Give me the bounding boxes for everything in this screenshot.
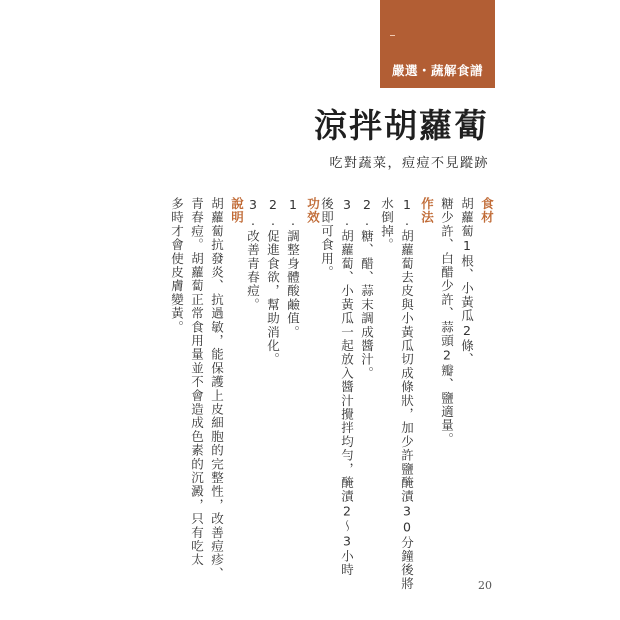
tab-accent-mark <box>390 35 395 36</box>
category-tab <box>380 0 495 88</box>
notes-line-3: 多時才會使皮膚變黃。 <box>169 197 185 334</box>
page-subtitle: 吃對蔬菜，痘痘不見蹤跡 <box>329 156 489 171</box>
page-title: 涼拌胡蘿蔔 <box>314 106 489 145</box>
benefit-2: 2.促進食欲，幫助消化。 <box>265 197 281 367</box>
page-number: 20 <box>478 579 492 592</box>
section-heading-ingredients: 食材 <box>479 197 495 225</box>
benefit-1: 1.調整身體酸鹼值。 <box>285 197 301 339</box>
ingredients-line-1: 胡蘿蔔1根、小黃瓜2條、 <box>459 197 475 367</box>
section-heading-benefits: 功效 <box>305 197 321 225</box>
method-step-1: 1.胡蘿蔔去皮與小黃瓜切成條狀，加少許鹽醃漬30分鐘後將 <box>399 197 415 591</box>
section-heading-method: 作法 <box>419 197 435 225</box>
method-step-1-cont: 水倒掉。 <box>379 197 395 252</box>
notes-line-1: 胡蘿蔔抗發炎、抗過敏，能保護上皮細胞的完整性，改善痘疹、 <box>209 197 225 581</box>
benefit-3: 3.改善青春痘。 <box>245 197 261 312</box>
method-step-2: 2.糖、醋、蒜末調成醬汁。 <box>359 197 375 381</box>
category-tab-label: 嚴選・蔬解食譜 <box>391 63 483 78</box>
method-step-3: 3.胡蘿蔔、小黃瓜一起放入醬汁攪拌均勻，醃漬2～3小時 <box>339 197 355 577</box>
notes-line-2: 青春痘。胡蘿蔔正常食用量並不會造成色素的沉澱，只有吃太 <box>189 197 205 567</box>
ingredients-line-2: 糖少許、白醋少許、蒜頭2瓣、鹽適量。 <box>439 197 455 447</box>
section-heading-notes: 說明 <box>229 197 245 225</box>
method-step-3-cont: 後即可食用。 <box>319 197 335 280</box>
